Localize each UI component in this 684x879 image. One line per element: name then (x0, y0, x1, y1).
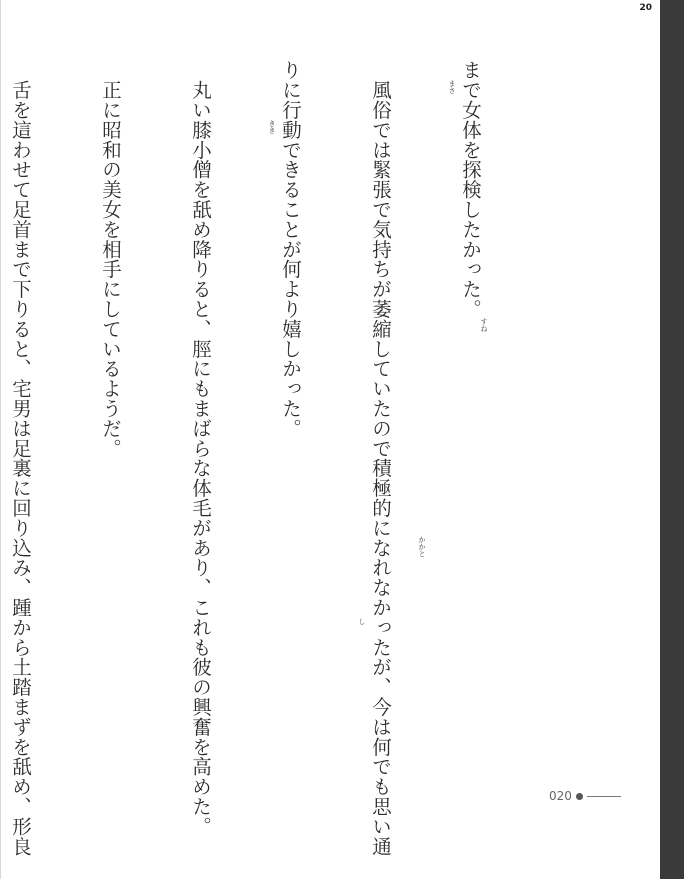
body-text (0, 60, 545, 856)
text-line-5: 正に昭和の美女を相手にしているようだ。 (99, 60, 122, 458)
folio-rule (587, 796, 621, 797)
page-number-badge: 20 (639, 3, 652, 13)
ruby-shi: し (358, 618, 366, 625)
folio-number: 020 (549, 789, 572, 803)
ruby-kakato: かかと (418, 536, 426, 557)
text-line-4: 丸い膝小僧を舐め降りると、脛にもまばらな体毛があり、これも彼の興奮を高めた。 (189, 60, 212, 837)
ruby-kiki: きき (268, 120, 276, 134)
text-line-3: りに行動できることが何より嬉しかった。 (279, 60, 302, 439)
text-line-1: まで女体を探検したかった。 (459, 60, 482, 319)
text-line-6: 舌を這わせて足首まで下りると、宅男は足裏に回り込み、踵から土踏まずを舐め、形良 (9, 60, 32, 856)
viewer-scrollbar[interactable] (660, 0, 684, 879)
ruby-sune: すね (480, 318, 488, 332)
page-folio (549, 789, 621, 803)
text-line-2: 風俗では緊張で気持ちが萎縮していたので積極的になれなかったが、今は何でも思い通 (369, 60, 392, 856)
ruby-masa: まさ (448, 80, 456, 94)
folio-dot-icon (576, 793, 583, 800)
